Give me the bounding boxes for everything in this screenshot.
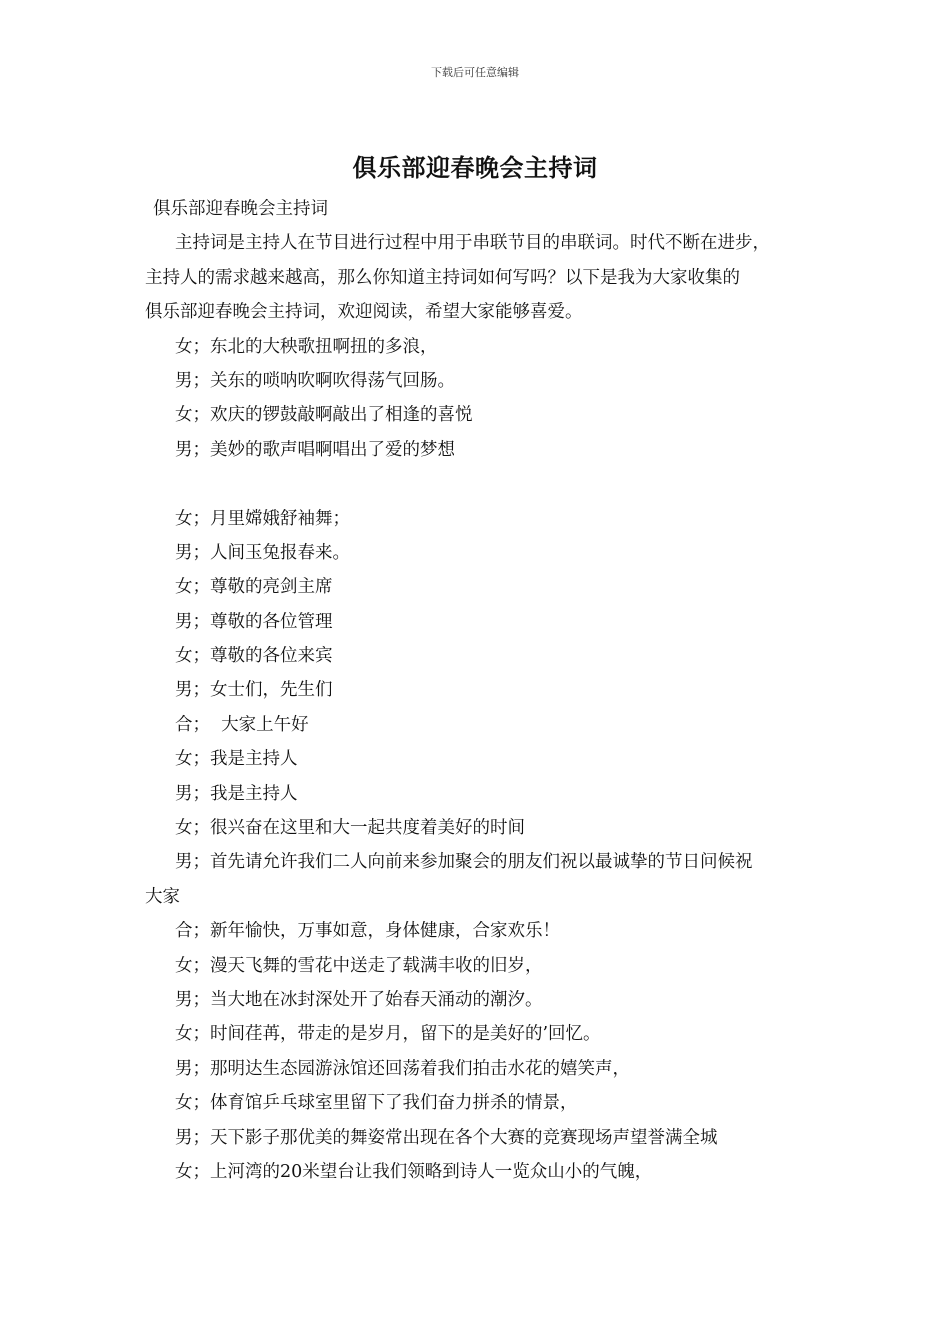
paragraph-gap	[145, 467, 820, 501]
dialogue-line: 女；上河湾的20米望台让我们领略到诗人一览众山小的气魄，	[175, 1161, 653, 1182]
dialogue-line-continuation: 大家	[145, 886, 180, 907]
document-title: 俱乐部迎春晚会主持词	[352, 153, 598, 182]
dialogue-line: 男；那明达生态园游泳馆还回荡着我们拍击水花的嬉笑声，	[175, 1058, 630, 1079]
dialogue-line: 女；尊敬的各位来宾	[175, 646, 333, 667]
dialogue-line: 男；首先请允许我们二人向前来参加聚会的朋友们祝以最诚挚的节日问候祝	[175, 852, 753, 873]
dialogue-line: 合； 大家上午好	[175, 714, 309, 735]
header-note: 下载后可任意编辑	[431, 66, 519, 79]
dialogue-line: 女；漫天飞舞的雪花中送走了载满丰收的旧岁，	[175, 955, 543, 976]
dialogue-line: 男；当大地在冰封深处开了始春天涌动的潮汐。	[175, 989, 543, 1010]
dialogue-line: 合；新年愉快，万事如意，身体健康，合家欢乐！	[175, 921, 560, 942]
dialogue-line: 女；欢庆的锣鼓敲啊敲出了相逢的喜悦	[175, 405, 473, 426]
intro-line: 主持人的需求越来越高，那么你知道主持词如何写吗？以下是我为大家收集的	[145, 267, 740, 288]
dialogue-line: 女；东北的大秧歌扭啊扭的多浪，	[175, 336, 438, 357]
dialogue-line: 男；尊敬的各位管理	[175, 611, 333, 632]
dialogue-line: 男；女士们，先生们	[175, 680, 333, 701]
dialogue-line: 女；我是主持人	[175, 749, 298, 770]
dialogue-line: 女；体育馆乒乓球室里留下了我们奋力拼杀的情景，	[175, 1093, 578, 1114]
dialogue-line: 男；我是主持人	[175, 783, 298, 804]
document-body	[145, 192, 820, 1189]
dialogue-line: 女；尊敬的亮剑主席	[175, 577, 333, 598]
intro-line: 俱乐部迎春晚会主持词，欢迎阅读，希望大家能够喜爱。	[145, 302, 583, 323]
dialogue-line: 男；美妙的歌声唱啊唱出了爱的梦想	[175, 439, 455, 460]
subtitle: 俱乐部迎春晚会主持词	[153, 199, 328, 219]
dialogue-line: 男；天下影子那优美的舞姿常出现在各个大赛的竞赛现场声望誉满全城	[175, 1127, 718, 1148]
dialogue-line: 男；关东的唢呐吹啊吹得荡气回肠。	[175, 370, 455, 391]
dialogue-line: 女；很兴奋在这里和大一起共度着美好的时间	[175, 818, 525, 839]
dialogue-line: 男；人间玉兔报春来。	[175, 542, 350, 563]
dialogue-line: 女；月里嫦娥舒袖舞；	[175, 508, 350, 529]
dialogue-line: 女；时间荏苒，带走的是岁月，留下的是美好的’回忆。	[175, 1024, 601, 1045]
intro-line: 主持词是主持人在节目进行过程中用于串联节目的串联词。时代不断在进步，	[175, 233, 770, 254]
